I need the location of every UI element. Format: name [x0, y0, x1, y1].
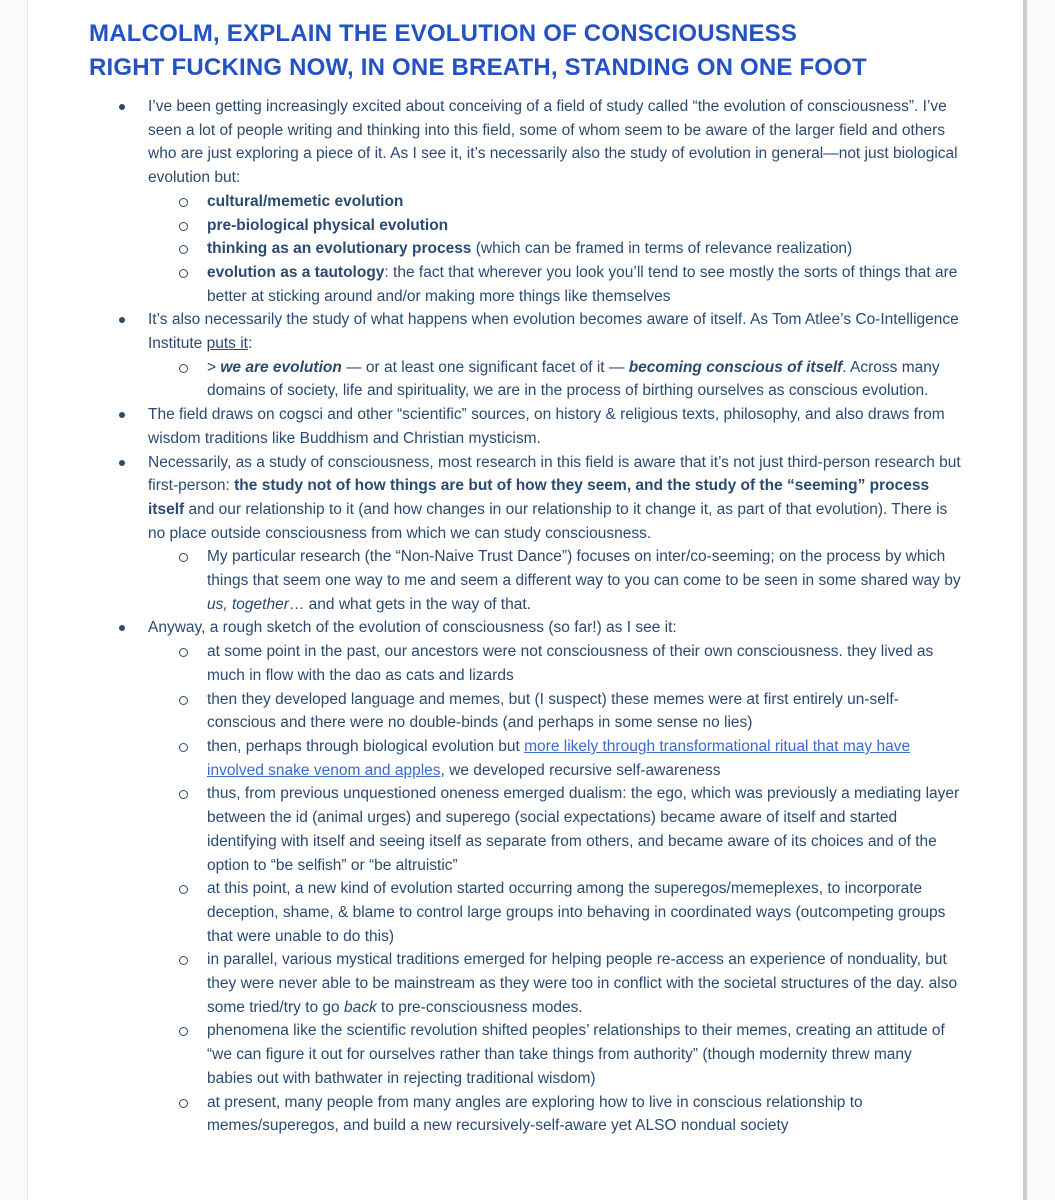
list-item [89, 616, 961, 1137]
text-segment: at this point, a new kind of evolution started occurring among the superegos/memeplexes, to incorporate deception, shame, & blame to control large groups into behaving in coordinated ways (outcompeting groups that were unable to do this) [207, 880, 946, 945]
list-item-text [207, 261, 961, 308]
sub-list-item [148, 1019, 961, 1090]
bullet-list [89, 95, 961, 1138]
sub-list-item [148, 214, 961, 238]
list-item-text [148, 308, 961, 355]
text-segment: > [207, 358, 221, 376]
text-segment: (which can be framed in terms of relevance realization) [471, 240, 853, 258]
text-segment: , we developed recursive self-awareness [440, 761, 721, 779]
sub-list-item [148, 356, 961, 403]
list-item-text [207, 640, 961, 687]
text-segment: back [343, 998, 377, 1016]
text-segment: thinking as an evolutionary process [207, 240, 472, 258]
text-segment: then they developed language and memes, but (I suspect) these memes were at first entirely un-self-conscious and there were no double-binds (and perhaps in some sense no lies) [207, 690, 899, 732]
sub-bullet-list [148, 640, 961, 1138]
list-item [89, 95, 961, 308]
text-segment: It’s also necessarily the study of what happens when evolution becomes aware of itself. As Tom Atlee’s Co-Intelligence Institute [148, 311, 959, 353]
list-item [89, 451, 961, 617]
sub-list-item [148, 782, 961, 877]
sub-bullet-list [148, 190, 961, 309]
text-segment: becoming conscious of itself [628, 358, 843, 376]
text-segment: . Across many domains of society, life and spirituality, we are in the process of birthing ourselves as conscious evolution. [207, 358, 940, 400]
list-item-text [207, 688, 961, 735]
page-title [89, 0, 961, 85]
text-segment: the study not of how things are but of how they seem, and the study of the “seeming” process itself [148, 477, 930, 518]
text-segment: — or at least one significant facet of it — [341, 358, 629, 376]
sub-list-item [148, 190, 961, 214]
list-item [89, 403, 961, 450]
list-item-text [148, 451, 961, 546]
text-segment: Necessarily, as a study of consciousness, most research in this field is aware that it’s not just third-person research but first-person: [148, 453, 961, 495]
text-segment: to pre-consciousness modes. [376, 998, 583, 1016]
list-item-text [207, 877, 961, 948]
sub-list-item [148, 948, 961, 1019]
list-item-text [207, 1091, 961, 1138]
text-segment: I’ve been getting increasingly excited about conceiving of a field of study called “the evolution of consciousness”. I’ve seen a lot of people writing and thinking into this field, some of whom seem to be aware of the larger field and others who are just exploring a piece of it. As I see it, it’s necessarily also the study of evolution in general—not just biological evolution but: [148, 98, 958, 187]
document-page [27, 0, 1023, 1200]
text-segment: : [247, 335, 253, 353]
list-item-text [207, 356, 961, 403]
list-item-text [148, 616, 961, 640]
text-segment: in parallel, various mystical traditions emerged for helping people re-access an experience of nonduality, but they were never able to be mainstream as they were too in conflict with the societal structures of the day. also some tried/try to go [207, 951, 958, 1016]
document-body [89, 95, 961, 1138]
text-segment: My particular research (the “Non-Naive Trust Dance”) focuses on inter/co-seeming; on the process by which things that seem one way to me and seem a different way to you can come to be seen in some shared way by [207, 548, 961, 590]
sub-list-item [148, 688, 961, 735]
text-segment: : the fact that wherever you look you’ll tend to see mostly the sorts of things that are better at sticking around and/or making more things like themselves [207, 263, 958, 305]
sub-list-item [148, 877, 961, 948]
text-segment: … and what gets in the way of that. [288, 595, 531, 613]
list-item-text [148, 95, 961, 190]
sub-list-item [148, 237, 961, 261]
sub-list-item [148, 735, 961, 782]
inline-link[interactable]: more likely through transformational ritual that may have involved snake venom and apples [207, 737, 911, 779]
sub-bullet-list [148, 356, 961, 403]
page-title-line-2: RIGHT FUCKING NOW, IN ONE BREATH, STANDING ON ONE FOOT [89, 54, 867, 81]
text-segment: pre-biological physical evolution [207, 216, 449, 234]
scrollbar[interactable] [1023, 0, 1027, 1200]
text-segment: cultural/memetic evolution [207, 192, 404, 210]
text-segment: and our relationship to it (and how changes in our relationship to it change it, as part of that evolution). There is no place outside consciousness from which we can study consciousness. [148, 500, 948, 542]
list-item-text [207, 782, 961, 877]
list-item-text [207, 948, 961, 1019]
list-item-text [207, 735, 961, 782]
text-segment: evolution as a tautology [207, 263, 385, 281]
list-item-text [207, 1019, 961, 1090]
text-segment: then, perhaps through biological evolution but [207, 737, 525, 755]
text-segment: Anyway, a rough sketch of the evolution of consciousness (so far!) as I see it: [148, 619, 677, 637]
text-segment: The field draws on cogsci and other “scientific” sources, on history & religious texts, philosophy, and also draws from wisdom traditions like Buddhism and Christian mysticism. [148, 406, 945, 447]
text-segment: thus, from previous unquestioned oneness emerged dualism: the ego, which was previously a mediating layer between the id (animal urges) and superego (social expectations) became aware of itself and started identifying with itself and seeing itself as separate from others, and became aware of its choices and of the option to “be selfish” or “be altruistic” [207, 785, 960, 874]
text-segment: at present, many people from many angles are exploring how to live in conscious relationship to memes/superegos, and build a new recursively-self-aware yet ALSO nondual society [207, 1093, 863, 1135]
list-item-text [207, 237, 961, 261]
sub-list-item [148, 261, 961, 308]
list-item-text [148, 403, 961, 450]
list-item-text [207, 214, 961, 238]
list-item [89, 308, 961, 403]
text-segment: phenomena like the scientific revolution shifted peoples’ relationships to their memes, creating an attitude of “we can figure it out for ourselves rather than take things from authority” (though modernity threw many babies out with bathwater in rejecting traditional wisdom) [207, 1022, 945, 1087]
page-title-line-1: MALCOLM, EXPLAIN THE EVOLUTION OF CONSCIOUSNESS [89, 20, 798, 47]
inline-link[interactable]: puts it [206, 335, 248, 353]
sub-list-item [148, 640, 961, 687]
sub-list-item [148, 545, 961, 616]
text-segment: at some point in the past, our ancestors were not consciousness of their own consciousness. they lived as much in flow with the dao as cats and lizards [207, 643, 934, 684]
list-item-text [207, 190, 961, 214]
list-item-text [207, 545, 961, 616]
sub-list-item [148, 1091, 961, 1138]
sub-bullet-list [148, 545, 961, 616]
text-segment: us, together [207, 595, 289, 613]
text-segment: we are evolution [220, 358, 342, 376]
